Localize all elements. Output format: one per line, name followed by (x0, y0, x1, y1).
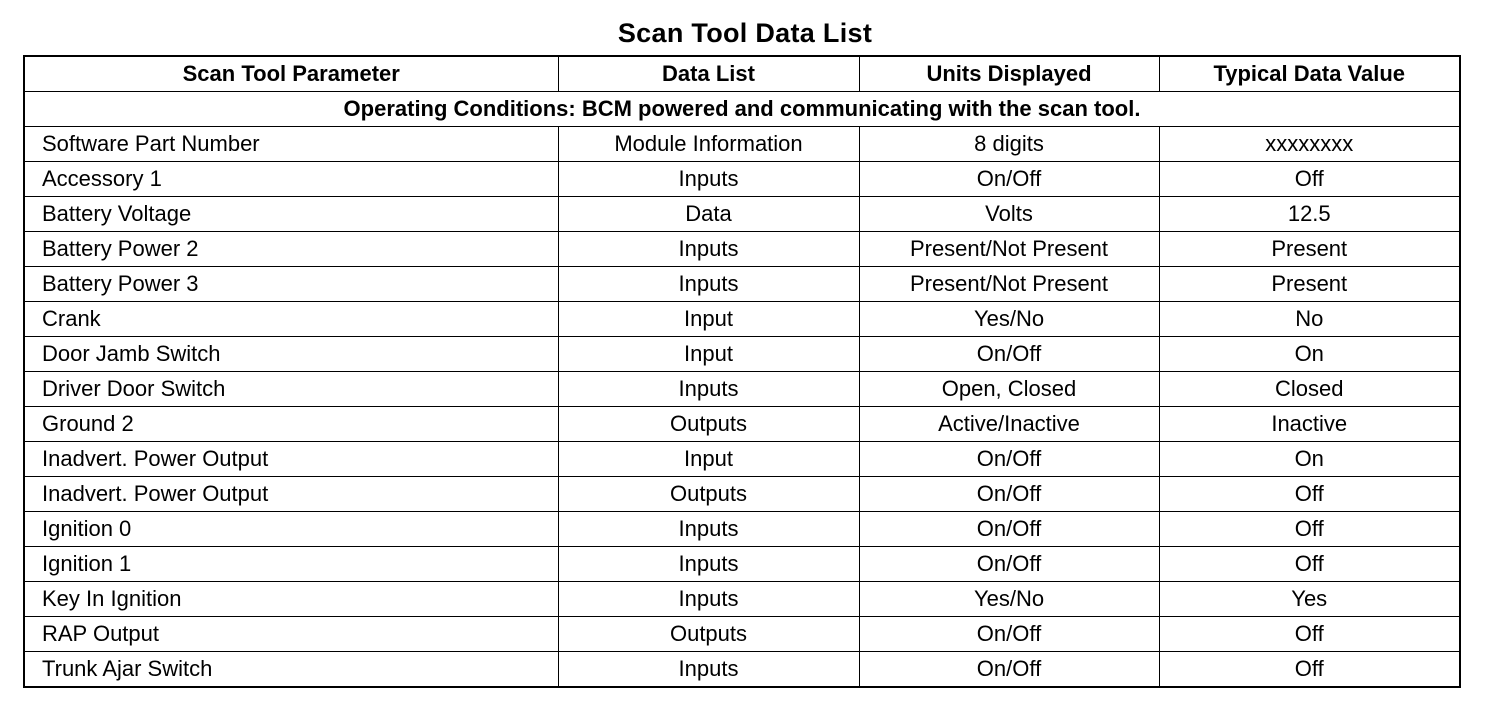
table-row (24, 162, 1460, 197)
header-typical-data-value: Typical Data Value (1159, 56, 1460, 92)
header-scan-tool-parameter: Scan Tool Parameter (24, 56, 558, 92)
table-row (24, 372, 1460, 407)
cell-typical-data-value: Present (1159, 232, 1460, 267)
cell-data-list: Data (558, 197, 859, 232)
header-row (24, 56, 1460, 92)
cell-units-displayed: Present/Not Present (859, 267, 1159, 302)
table-row (24, 582, 1460, 617)
cell-typical-data-value: Present (1159, 267, 1460, 302)
cell-typical-data-value: Closed (1159, 372, 1460, 407)
table-row (24, 652, 1460, 688)
header-units-displayed: Units Displayed (859, 56, 1159, 92)
table-row (24, 232, 1460, 267)
cell-scan-tool-parameter: Ignition 0 (24, 512, 558, 547)
cell-scan-tool-parameter: Accessory 1 (24, 162, 558, 197)
cell-units-displayed: On/Off (859, 652, 1159, 688)
cell-typical-data-value: 12.5 (1159, 197, 1460, 232)
cell-units-displayed: On/Off (859, 547, 1159, 582)
table-row (24, 407, 1460, 442)
cell-units-displayed: Open, Closed (859, 372, 1159, 407)
cell-data-list: Input (558, 442, 859, 477)
cell-typical-data-value: Yes (1159, 582, 1460, 617)
scan-tool-data-table (23, 55, 1461, 688)
cell-data-list: Module Information (558, 127, 859, 162)
cell-typical-data-value: Off (1159, 652, 1460, 688)
cell-units-displayed: On/Off (859, 617, 1159, 652)
cell-data-list: Inputs (558, 547, 859, 582)
cell-typical-data-value: Off (1159, 617, 1460, 652)
table-row (24, 442, 1460, 477)
table-row (24, 617, 1460, 652)
cell-scan-tool-parameter: Trunk Ajar Switch (24, 652, 558, 688)
cell-scan-tool-parameter: Door Jamb Switch (24, 337, 558, 372)
table-row (24, 477, 1460, 512)
cell-scan-tool-parameter: Ground 2 (24, 407, 558, 442)
cell-typical-data-value: Off (1159, 547, 1460, 582)
cell-data-list: Outputs (558, 617, 859, 652)
cell-scan-tool-parameter: Battery Power 3 (24, 267, 558, 302)
cell-units-displayed: On/Off (859, 477, 1159, 512)
cell-data-list: Input (558, 337, 859, 372)
cell-typical-data-value: No (1159, 302, 1460, 337)
cell-scan-tool-parameter: RAP Output (24, 617, 558, 652)
cell-data-list: Inputs (558, 372, 859, 407)
header-data-list: Data List (558, 56, 859, 92)
operating-conditions-row (24, 92, 1460, 127)
cell-units-displayed: Yes/No (859, 302, 1159, 337)
cell-units-displayed: On/Off (859, 162, 1159, 197)
cell-typical-data-value: On (1159, 442, 1460, 477)
cell-data-list: Input (558, 302, 859, 337)
cell-typical-data-value: Off (1159, 477, 1460, 512)
cell-typical-data-value: xxxxxxxx (1159, 127, 1460, 162)
cell-units-displayed: Active/Inactive (859, 407, 1159, 442)
operating-conditions: Operating Conditions: BCM powered and communicating with the scan tool. (24, 92, 1460, 127)
cell-scan-tool-parameter: Driver Door Switch (24, 372, 558, 407)
cell-data-list: Inputs (558, 232, 859, 267)
cell-scan-tool-parameter: Battery Voltage (24, 197, 558, 232)
cell-data-list: Outputs (558, 477, 859, 512)
cell-data-list: Inputs (558, 267, 859, 302)
cell-data-list: Inputs (558, 162, 859, 197)
cell-units-displayed: On/Off (859, 512, 1159, 547)
cell-scan-tool-parameter: Battery Power 2 (24, 232, 558, 267)
table-row (24, 197, 1460, 232)
cell-data-list: Inputs (558, 512, 859, 547)
cell-units-displayed: Yes/No (859, 582, 1159, 617)
table-row (24, 337, 1460, 372)
page-title: Scan Tool Data List (617, 18, 873, 48)
cell-typical-data-value: Inactive (1159, 407, 1460, 442)
table-row (24, 547, 1460, 582)
cell-data-list: Inputs (558, 582, 859, 617)
cell-data-list: Outputs (558, 407, 859, 442)
table-row (24, 127, 1460, 162)
cell-units-displayed: On/Off (859, 337, 1159, 372)
cell-scan-tool-parameter: Inadvert. Power Output (24, 477, 558, 512)
cell-units-displayed: Present/Not Present (859, 232, 1159, 267)
cell-scan-tool-parameter: Crank (24, 302, 558, 337)
cell-units-displayed: On/Off (859, 442, 1159, 477)
cell-scan-tool-parameter: Software Part Number (24, 127, 558, 162)
cell-data-list: Inputs (558, 652, 859, 688)
cell-typical-data-value: Off (1159, 162, 1460, 197)
table-row (24, 302, 1460, 337)
cell-scan-tool-parameter: Ignition 1 (24, 547, 558, 582)
cell-typical-data-value: Off (1159, 512, 1460, 547)
cell-scan-tool-parameter: Key In Ignition (24, 582, 558, 617)
cell-units-displayed: 8 digits (859, 127, 1159, 162)
table-row (24, 512, 1460, 547)
cell-scan-tool-parameter: Inadvert. Power Output (24, 442, 558, 477)
table-row (24, 267, 1460, 302)
cell-typical-data-value: On (1159, 337, 1460, 372)
cell-units-displayed: Volts (859, 197, 1159, 232)
